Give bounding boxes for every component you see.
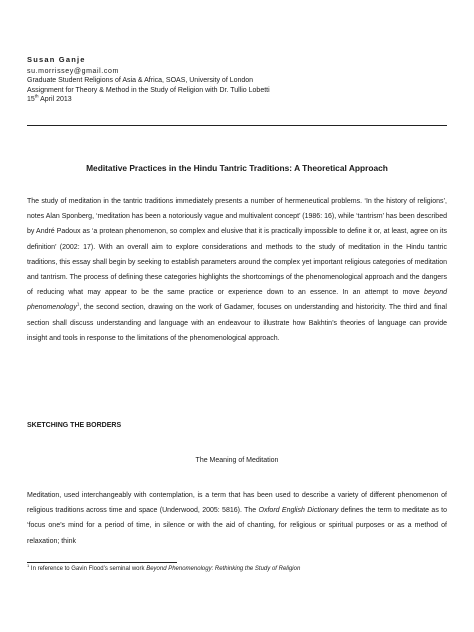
footnote-italic-title: Beyond Phenomenology: Rethinking the Study of Religion [146, 566, 301, 572]
meditation-italic-phrase: Oxford English Dictionary [258, 507, 339, 515]
header-divider [27, 125, 447, 126]
date-line [27, 95, 270, 105]
meditation-paragraph [27, 488, 447, 549]
subheading: The Meaning of Meditation [195, 457, 279, 464]
intro-text-start: The study of meditation in the tantric traditions immediately presents a number of hermeneutical problems. ‘In the history of religions’, notes Alan Sponberg, ‘meditation has been a notoriously vague and multivalent concept’ (1986: 16), while ‘tantrism’ has been described by André Padoux as ‘a protean phenomenon, so complex and elusive that it is practically impossible to define it or, at least, agree on its definition’ (2002: 17). With an overall aim to explore considerations and methods to the study of meditation in the Hindu tantric traditions, this essay shall begin by seeking to establish parameters around the complex yet important religious categories of meditation and tantrism. The process of defining these categories highlights the shortcomings of the phenomenological approach and the dangers of reducing what may appear to be the same practice or experience down to an essence. In an attempt to move [27, 198, 447, 297]
footnote [27, 563, 301, 572]
section-heading: SKETCHING THE BORDERS [27, 422, 122, 429]
footnote-divider [27, 562, 177, 563]
paper-title: Meditative Practices in the Hindu Tantric Traditions: A Theoretical Approach [86, 163, 388, 173]
date-day: 15 [27, 96, 35, 103]
assignment-line: Assignment for Theory & Method in the Study of Religion with Dr. Tullio Lobetti [27, 86, 270, 94]
meditation-text-start: Meditation, used interchangeably with contemplation, is a term that has been used to describe a variety of different phenomenon of religious traditions across time and space (Underwood, 2005: 5816). The [27, 492, 447, 515]
date-suffix: th [34, 93, 39, 99]
author-email: su.morrissey@gmail.com [27, 67, 119, 75]
author-affiliation: Graduate Student Religions of Asia & Africa, SOAS, University of London [27, 77, 254, 84]
meditation-text-end: defines the term to meditate as to ‘focus one’s mind for a period of time, in silence or with the aid of chanting, for religious or spiritual purposes or as a method of relaxation; think [27, 507, 448, 545]
intro-paragraph [27, 194, 447, 346]
date-rest: April 2013 [38, 96, 72, 103]
footnote-marker: 1 [27, 563, 30, 568]
footnote-text: In reference to Gavin Flood’s seminal work [29, 566, 147, 572]
footnote-reference: 1 [76, 302, 80, 308]
author-name: Susan Ganje [27, 55, 86, 64]
intro-italic-phrase: beyond phenomenology [27, 289, 447, 312]
author-block [27, 55, 270, 105]
intro-text-end: , the second section, drawing on the work of Gadamer, focuses on understanding and historicity. The third and final section shall discuss understanding and language with an endeavour to illustrate how Bakhtin’s theories of language can provide insight and tools in response to the limitations of the phenomenological approach. [27, 304, 447, 342]
